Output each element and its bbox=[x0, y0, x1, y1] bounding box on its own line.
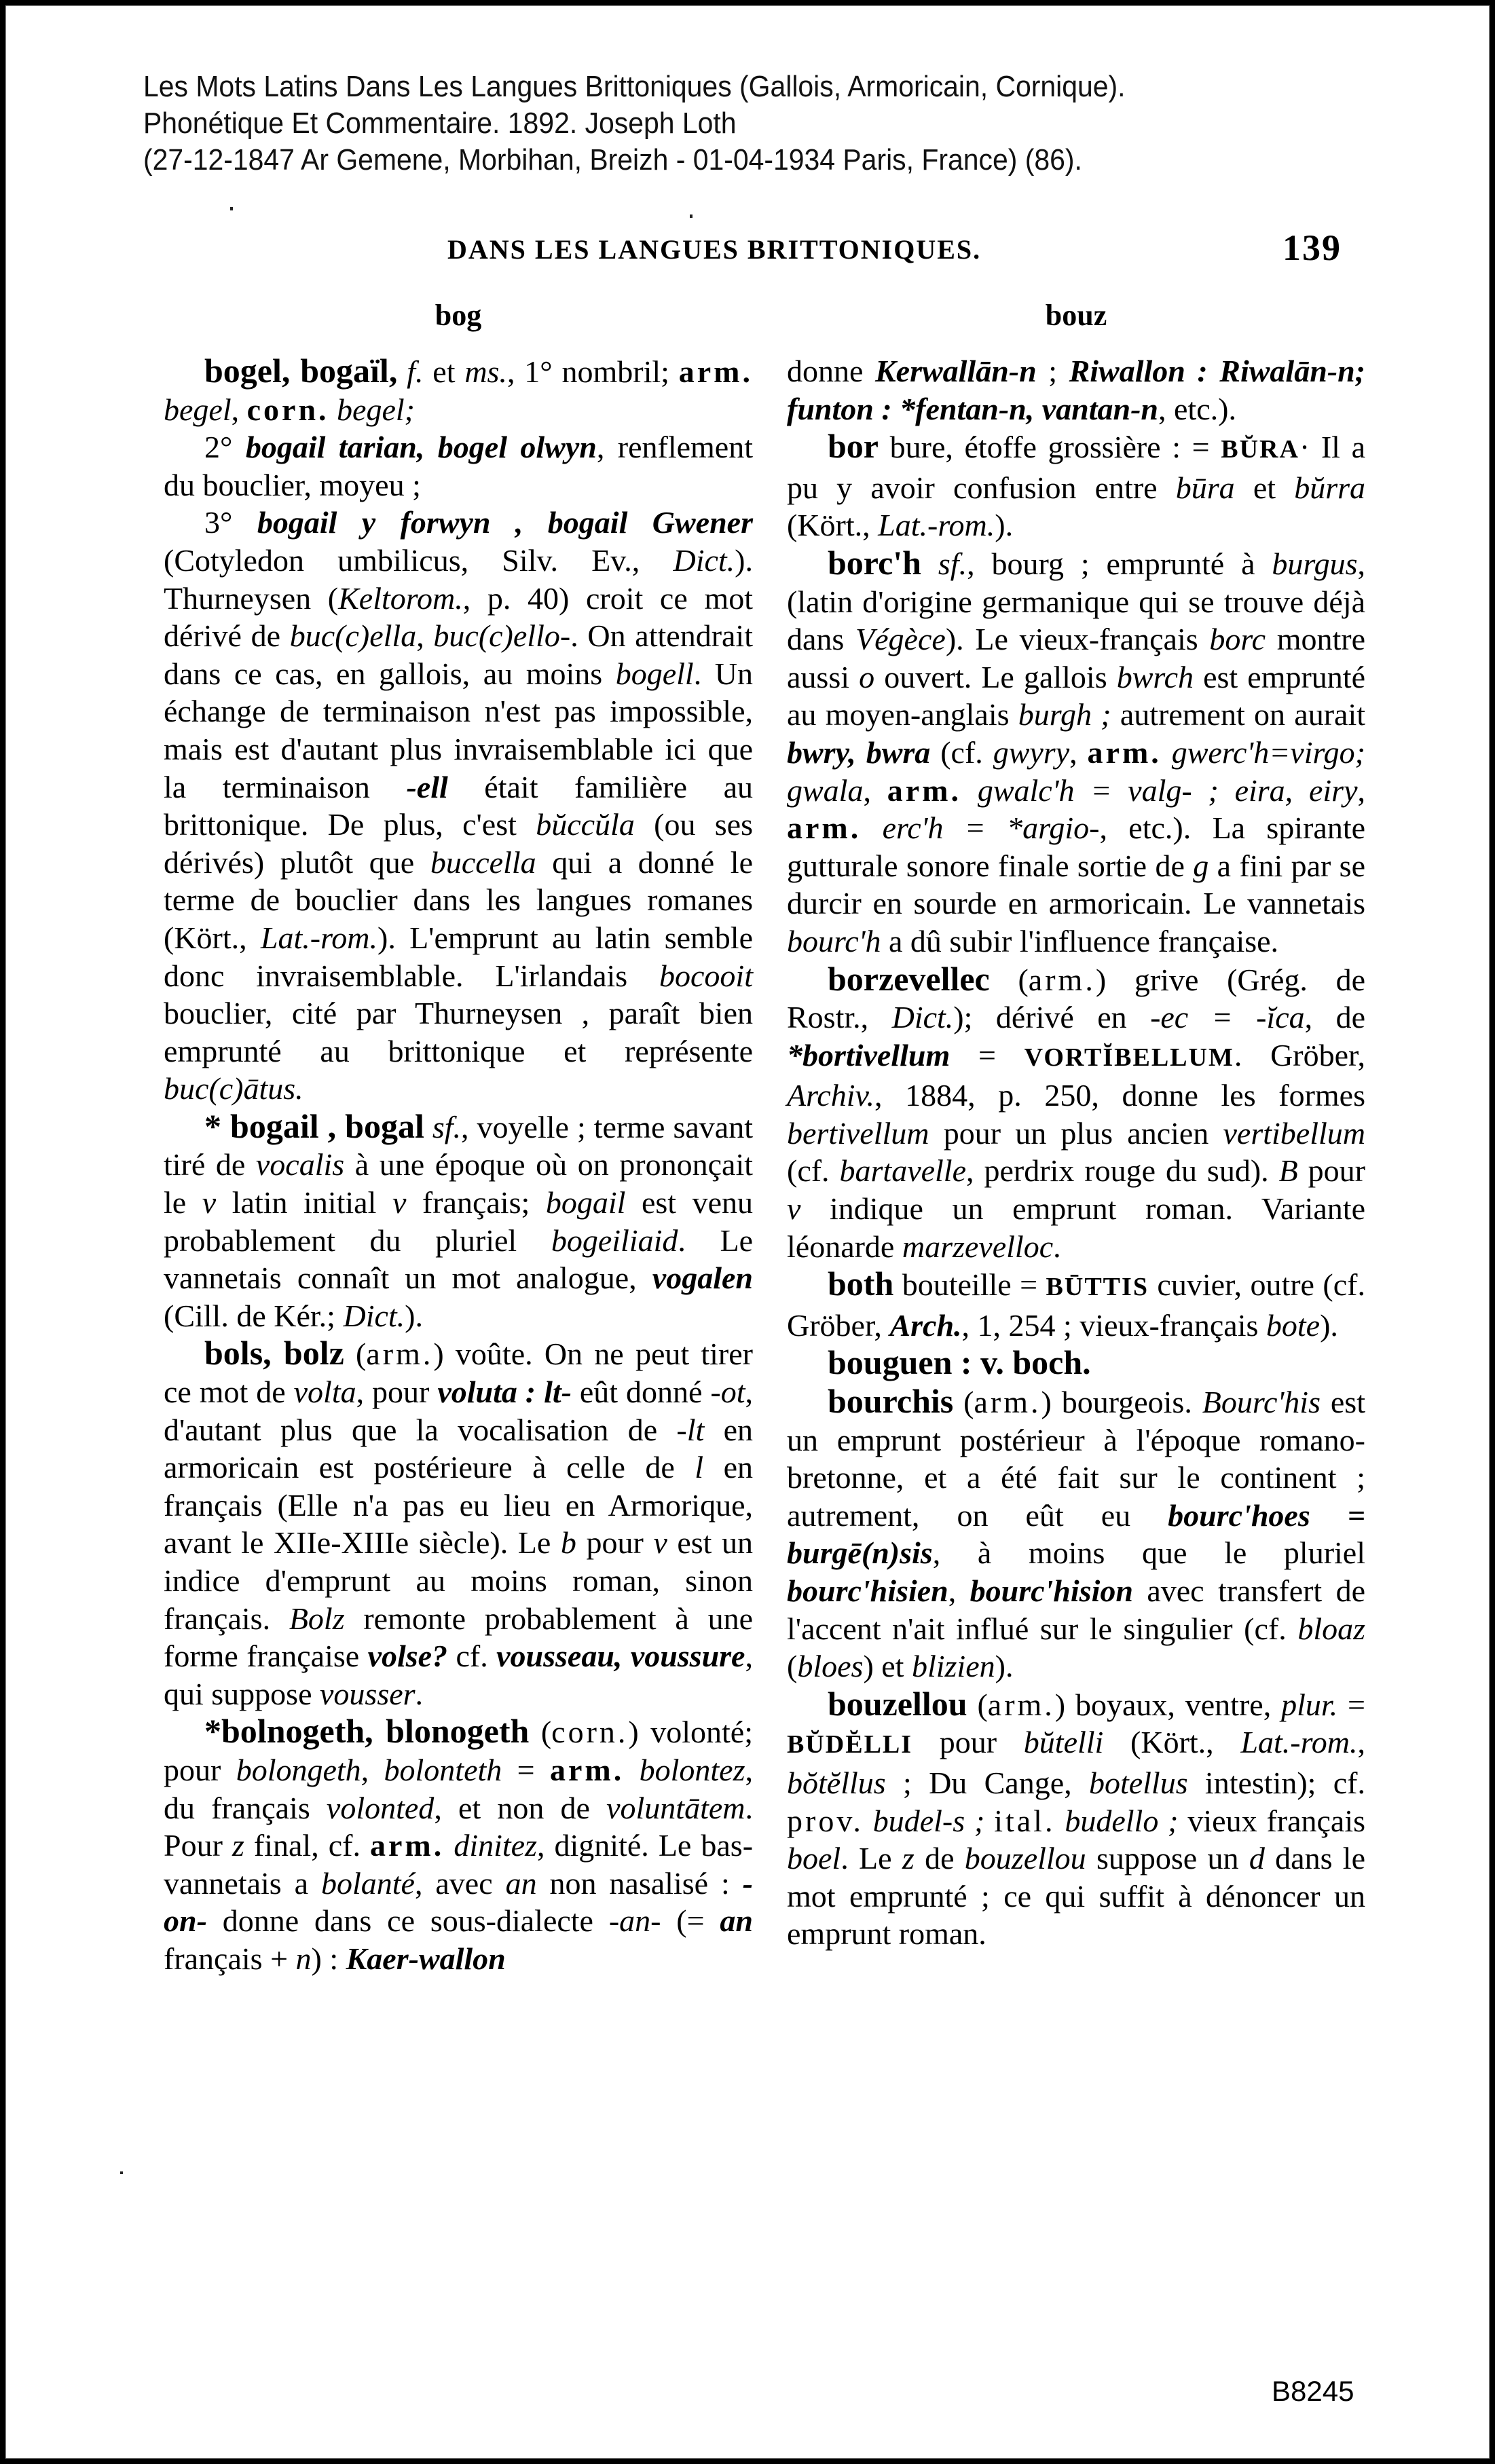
text: à une époque où on prononçait le bbox=[164, 1147, 753, 1220]
text: , voyelle ; terme savant tiré de bbox=[164, 1109, 754, 1182]
lang-abbr: arm. bbox=[549, 1752, 625, 1787]
form: vogalen bbox=[652, 1261, 753, 1296]
text: ). bbox=[1320, 1307, 1338, 1343]
text: , bbox=[948, 1573, 970, 1608]
form: būra bbox=[1175, 470, 1235, 505]
entry-bogail bbox=[164, 1108, 753, 1335]
text: est un emprunt postérieur à l'époque romano-bretonne, et a été fait sur le continent ; autrement, on eût eu bbox=[787, 1385, 1365, 1533]
form: blizien bbox=[911, 1649, 995, 1684]
text: est un indice d'emprunt au moins roman, sinon français. bbox=[164, 1525, 753, 1636]
text: , bbox=[231, 392, 247, 427]
text: ). bbox=[995, 1649, 1014, 1684]
text: ( bbox=[989, 962, 1029, 997]
form: volta bbox=[293, 1375, 356, 1410]
text: ; Du Cange, bbox=[885, 1765, 1089, 1800]
text: . bbox=[1053, 1229, 1061, 1264]
lang-abbr: arm. bbox=[974, 1385, 1041, 1420]
text: , de bbox=[1304, 1000, 1366, 1035]
text: pour bbox=[1297, 1153, 1365, 1189]
form: bwrch bbox=[1116, 659, 1194, 694]
text: ( bbox=[529, 1715, 552, 1750]
form: b bbox=[560, 1525, 576, 1561]
text: intestin); cf. bbox=[1187, 1765, 1366, 1800]
form: voluta : lt- bbox=[437, 1375, 572, 1410]
text: suppose un bbox=[1086, 1841, 1249, 1876]
form: buc(c)ātus. bbox=[164, 1071, 303, 1106]
form: bogeiliaid bbox=[551, 1222, 678, 1258]
text: non nasalisé : bbox=[536, 1865, 743, 1901]
text: (= bbox=[661, 1903, 720, 1939]
bibliographic-header bbox=[143, 69, 1126, 179]
text bbox=[329, 392, 337, 427]
text: , (latin d'origine germanique qui se trouve déjà dans bbox=[787, 546, 1365, 657]
text: , p. 40) croit ce mot dérivé de bbox=[164, 580, 753, 654]
text: était familière au brittonique. De plus, c'est bbox=[164, 769, 753, 842]
text: , bourg ; emprunté à bbox=[967, 546, 1272, 581]
ref: Lat.-rom. bbox=[1240, 1725, 1358, 1760]
form: -lt bbox=[676, 1412, 705, 1447]
entry-borzevellec bbox=[787, 960, 1365, 1266]
form: burgus bbox=[1272, 546, 1358, 581]
form: gwalc'h = valg- ; eira, eiry bbox=[977, 772, 1358, 808]
form: l bbox=[695, 1450, 704, 1485]
form: d bbox=[1249, 1841, 1265, 1876]
ref: Dict. bbox=[891, 1000, 954, 1035]
left-column-guide-word: bog bbox=[435, 299, 482, 332]
form: budel-s ; bbox=[872, 1803, 985, 1838]
form: bourc'hision bbox=[970, 1573, 1133, 1608]
text: , 1884, p. 250, donne les formes bbox=[874, 1078, 1365, 1113]
text: , et non de bbox=[434, 1790, 607, 1825]
entry-bols bbox=[164, 1334, 753, 1713]
form: botellus bbox=[1088, 1765, 1188, 1800]
lang-abbr: arm. bbox=[887, 772, 962, 808]
form: buc(c)ella bbox=[289, 618, 417, 654]
text: ) volonté; pour bbox=[164, 1715, 753, 1787]
text: , bbox=[1069, 734, 1088, 770]
form: bogail y forwyn , bogail Gwener bbox=[257, 505, 753, 540]
ref: Archiv. bbox=[787, 1078, 874, 1113]
form: bocooit bbox=[659, 958, 753, 993]
text: ) voûte. On ne peut tirer ce mot de bbox=[164, 1337, 753, 1410]
form: bourc'hisien bbox=[787, 1573, 948, 1608]
ref: Dict. bbox=[673, 542, 735, 578]
headword: borzevellec bbox=[828, 959, 990, 998]
headword: bourchis bbox=[828, 1382, 954, 1421]
form: -an- bbox=[608, 1903, 661, 1939]
form: budello ; bbox=[1065, 1803, 1179, 1838]
entry-borch bbox=[787, 544, 1365, 960]
entry-both bbox=[787, 1265, 1365, 1344]
latin-etymon: BŬDĔLLI bbox=[787, 1730, 913, 1759]
form: bartavelle bbox=[839, 1153, 967, 1189]
header-line-3: (27-12-1847 Ar Gemene, Morbihan, Breizh - 01-04-1934 Paris, France) (86). bbox=[143, 143, 1082, 176]
text: . bbox=[415, 1676, 424, 1711]
text: , etc.). bbox=[1158, 391, 1236, 426]
form: Bolz bbox=[289, 1601, 345, 1636]
form: vousseau, voussure bbox=[496, 1639, 745, 1674]
entry-bor bbox=[787, 428, 1365, 544]
lang-abbr: arm. bbox=[678, 354, 754, 389]
text: pour bbox=[576, 1525, 654, 1561]
form: -ec = -ĭca bbox=[1150, 1000, 1305, 1035]
entry-bouguen bbox=[787, 1344, 1365, 1383]
form: o bbox=[859, 659, 875, 694]
lang-abbr: arm. bbox=[987, 1687, 1055, 1722]
form: Kerwallān-n bbox=[874, 354, 1037, 388]
form: bogail bbox=[545, 1185, 626, 1220]
latin-etymon: BŪTTIS bbox=[1046, 1273, 1149, 1302]
header-line-1: Les Mots Latins Dans Les Langues Brittoniques (Gallois, Armoricain, Cornique). bbox=[143, 70, 1126, 103]
text: = bbox=[1337, 1687, 1365, 1722]
text: est emprunté au moyen-anglais bbox=[787, 659, 1366, 732]
text: . Gröber, bbox=[1234, 1037, 1365, 1072]
entry-bourchis bbox=[787, 1383, 1365, 1685]
text: ). Thurneysen ( bbox=[164, 542, 753, 616]
text: ). L'emprunt au latin semble donc invraisemblable. L'irlandais bbox=[164, 920, 753, 993]
text: , bbox=[416, 618, 434, 654]
ref: Lat.-rom. bbox=[260, 920, 377, 955]
text: ( bbox=[967, 1687, 988, 1722]
lang-abbr: arm. bbox=[1028, 962, 1096, 997]
text bbox=[444, 1828, 454, 1863]
text: avec transfert de l'accent n'ait influé sur le singulier (cf. bbox=[787, 1573, 1366, 1646]
headword: bols, bolz bbox=[204, 1334, 344, 1373]
form: vertibellum bbox=[1223, 1115, 1365, 1151]
lang-abbr: prov. bbox=[787, 1803, 864, 1838]
text: , qui suppose bbox=[164, 1639, 753, 1711]
text: . On attendrait dans ce cas, en gallois, au moins bbox=[164, 618, 753, 691]
text: ); dérivé en bbox=[953, 1000, 1151, 1035]
running-head-title: DANS LES LANGUES BRITTONIQUES. bbox=[447, 234, 982, 265]
form: volonted bbox=[326, 1790, 435, 1825]
form: bloes bbox=[797, 1649, 864, 1684]
form: bote bbox=[1266, 1307, 1321, 1343]
text: pour bbox=[912, 1725, 1024, 1760]
text: en armoricain est postérieure à celle de bbox=[164, 1412, 754, 1485]
text: final, cf. bbox=[244, 1828, 371, 1863]
text: (cf. bbox=[930, 734, 993, 770]
entry-bogel bbox=[164, 352, 753, 428]
text: , 1° nombril; bbox=[506, 354, 679, 389]
right-column bbox=[787, 352, 1365, 1953]
ref: Keltorom. bbox=[338, 580, 463, 616]
text: , perdrix rouge du sud). bbox=[966, 1153, 1279, 1189]
text: donne dans ce sous-dialecte bbox=[206, 1903, 609, 1939]
form: an bbox=[505, 1865, 537, 1901]
text: ) bourgeois. bbox=[1041, 1385, 1202, 1420]
form: bogell bbox=[615, 656, 694, 691]
text: a dû subir l'influence française. bbox=[881, 923, 1279, 958]
form: burgh ; bbox=[1018, 697, 1111, 732]
form: bŭtelli bbox=[1023, 1725, 1104, 1760]
text: autrement on aurait bbox=[1111, 697, 1366, 732]
call-number: B8245 bbox=[1272, 2375, 1354, 2407]
headword: both bbox=[828, 1265, 894, 1303]
text: ). bbox=[405, 1298, 423, 1333]
form: an bbox=[720, 1903, 754, 1939]
form: buccella bbox=[430, 844, 536, 880]
latin-etymon: VORTĬBELLUM bbox=[1024, 1043, 1234, 1072]
text: (Kört., bbox=[1103, 1725, 1241, 1760]
lang-abbr: corn. bbox=[246, 392, 329, 427]
text: bure, étoffe grossière : = bbox=[879, 430, 1221, 465]
lang-abbr: arm. bbox=[370, 1828, 445, 1863]
text: cf. bbox=[447, 1639, 497, 1674]
form: borc bbox=[1209, 622, 1266, 657]
text: , bbox=[863, 772, 887, 808]
form: bŏtĕllus bbox=[787, 1765, 886, 1800]
text: ( bbox=[953, 1385, 974, 1420]
text: (ou ses dérivés) plutôt que bbox=[164, 807, 753, 880]
text: vieux français bbox=[1178, 1803, 1366, 1838]
form: bŭrra bbox=[1294, 470, 1365, 505]
form: Riwallon : Riwalān-n; funton : *fentan-n, vantan-n bbox=[787, 354, 1365, 426]
text: , du français bbox=[164, 1752, 753, 1825]
headword: * bogail , bogal bbox=[204, 1106, 424, 1145]
lang-abbr: ital. bbox=[994, 1803, 1056, 1838]
text: , d'autant plus que la vocalisation de bbox=[164, 1375, 753, 1447]
text: ) boyaux, ventre, bbox=[1054, 1687, 1282, 1722]
ref: Lat.-rom. bbox=[878, 508, 995, 543]
form: volse? bbox=[367, 1639, 448, 1674]
text: , pour bbox=[356, 1375, 438, 1410]
form: bloaz bbox=[1297, 1611, 1365, 1646]
text: , dignité. Le bas-vannetais a bbox=[164, 1828, 754, 1901]
text: (Cotyledon umbilicus, Silv. Ev., bbox=[164, 542, 673, 578]
text: . Le bbox=[841, 1841, 902, 1876]
text: · Il a pu y avoir confusion entre bbox=[787, 430, 1365, 505]
text: français; bbox=[406, 1185, 546, 1220]
text: de bbox=[914, 1841, 965, 1876]
text: 3° bbox=[204, 505, 257, 540]
text bbox=[1162, 735, 1172, 770]
ref: Dict. bbox=[343, 1298, 405, 1333]
form: bogail tarian, bogel olwyn bbox=[245, 430, 597, 465]
text: remonte probablement à une forme française bbox=[164, 1601, 753, 1674]
form: marzevelloc bbox=[902, 1229, 1054, 1264]
form: buc(c)ello- bbox=[433, 618, 571, 654]
text: latin initial bbox=[216, 1185, 392, 1220]
entry-bolnogeth bbox=[164, 1713, 753, 1977]
text: pour un plus ancien bbox=[929, 1115, 1223, 1151]
headword: bouzellou bbox=[828, 1684, 967, 1723]
text: , bbox=[1357, 772, 1365, 808]
text bbox=[864, 1804, 873, 1838]
form: bolontez bbox=[639, 1752, 745, 1787]
form: bolongeth, bolonteth bbox=[236, 1752, 502, 1787]
form: v bbox=[202, 1185, 217, 1220]
text: est venu probablement du pluriel bbox=[164, 1185, 754, 1258]
text bbox=[624, 1753, 639, 1787]
right-column-guide-word: bouz bbox=[1045, 299, 1107, 332]
headword: bogel, bogaïl, bbox=[204, 352, 398, 390]
entry-bouzellou bbox=[787, 1685, 1365, 1953]
text: (cf. bbox=[787, 1153, 840, 1189]
headword: borc'h bbox=[828, 543, 921, 582]
text bbox=[1055, 1804, 1065, 1838]
lang-abbr: corn. bbox=[551, 1715, 629, 1750]
latin-etymon: BŬRA bbox=[1221, 435, 1299, 464]
lang-abbr: arm. bbox=[787, 810, 862, 846]
entry-bogel-sense-3 bbox=[164, 504, 753, 1108]
ref: Végèce bbox=[855, 622, 946, 657]
form: v bbox=[653, 1525, 667, 1561]
text: ouvert. Le gallois bbox=[874, 659, 1117, 694]
form: *bortivellum bbox=[787, 1037, 950, 1072]
ref: Arch. bbox=[889, 1307, 962, 1343]
entry-bogel-sense-2 bbox=[164, 428, 753, 504]
headword: *bolnogeth, blonogeth bbox=[204, 1712, 530, 1751]
text: eût donné bbox=[571, 1375, 711, 1410]
form: Bourc'his bbox=[1202, 1385, 1321, 1420]
scan-speck bbox=[120, 2171, 123, 2174]
scanned-page bbox=[5, 5, 1490, 2459]
form: bwry, bwra bbox=[787, 734, 931, 770]
form: begel bbox=[164, 392, 232, 427]
headword: bor bbox=[828, 427, 879, 466]
form: gwerc'h=virgo; gwala bbox=[787, 734, 1366, 808]
form: voluntātem bbox=[606, 1790, 745, 1825]
text: , renflement du bouclier, moyeu ; bbox=[164, 430, 754, 502]
text: ) et bbox=[863, 1649, 912, 1684]
abbr: plur. bbox=[1281, 1687, 1338, 1722]
form: bourc'h bbox=[787, 923, 881, 958]
form: erc'h = *argio- bbox=[882, 810, 1100, 846]
text: , bbox=[1357, 1725, 1365, 1760]
text: ( bbox=[344, 1337, 367, 1372]
text: en français (Elle n'a pas eu lieu en Armorique, avant le XIIe-XIIIe siècle). Le bbox=[164, 1450, 753, 1561]
text: ). bbox=[995, 508, 1014, 543]
form: boel bbox=[787, 1841, 841, 1876]
form: vocalis bbox=[255, 1147, 345, 1182]
text: . Le vannetais connaît un mot analogue, bbox=[164, 1222, 753, 1296]
form: dinitez bbox=[454, 1828, 537, 1863]
abbr: f. bbox=[397, 354, 424, 389]
form: bourc'hoes = burgē(n)sis bbox=[787, 1497, 1366, 1571]
text: et bbox=[1234, 470, 1295, 505]
text: et bbox=[423, 354, 465, 389]
text: , avec bbox=[414, 1865, 506, 1901]
text bbox=[861, 810, 882, 845]
form: bertivellum bbox=[787, 1115, 929, 1151]
text: ) : bbox=[311, 1941, 346, 1976]
scan-speck bbox=[690, 214, 693, 218]
form: z bbox=[902, 1841, 915, 1876]
text: qui a donné le terme de bouclier dans les langues romanes (Kört., bbox=[164, 844, 753, 955]
form: z bbox=[232, 1828, 244, 1863]
text: français + bbox=[164, 1941, 296, 1976]
form: begel; bbox=[337, 392, 415, 427]
text bbox=[984, 1804, 994, 1838]
form: v bbox=[392, 1185, 407, 1220]
abbr: sf. bbox=[424, 1109, 462, 1144]
form: bolanté bbox=[320, 1865, 415, 1901]
left-column bbox=[164, 352, 753, 1978]
abbr: ms. bbox=[464, 354, 507, 389]
text: 2° bbox=[204, 430, 246, 465]
form: n bbox=[295, 1941, 312, 1976]
text: , 1, 254 ; vieux-français bbox=[961, 1307, 1266, 1343]
text: ; bbox=[1036, 354, 1069, 388]
lang-abbr: arm. bbox=[1087, 734, 1162, 770]
text: dans le mot emprunté ; ce qui suffit à dénoncer un emprunt roman. bbox=[787, 1841, 1365, 1952]
text bbox=[961, 773, 978, 808]
text: bouteille = bbox=[893, 1267, 1046, 1303]
form: g bbox=[1193, 848, 1209, 883]
text: montre aussi bbox=[787, 622, 1366, 694]
header-line-2: Phonétique Et Commentaire. 1892. Joseph Loth bbox=[143, 107, 737, 140]
text: ). Le vieux-français bbox=[945, 622, 1210, 657]
entry-bolnogeth-continued bbox=[787, 352, 1365, 428]
text: (Kört., bbox=[787, 508, 879, 543]
page-number: 139 bbox=[1282, 227, 1342, 268]
form: vousser bbox=[320, 1676, 416, 1711]
form: gwyry bbox=[993, 734, 1070, 770]
form: B bbox=[1278, 1153, 1298, 1189]
text: . Pour bbox=[164, 1790, 753, 1863]
form: bouzellou bbox=[964, 1841, 1086, 1876]
text: a fini par se durcir en sourde en armoricain. Le vannetais bbox=[787, 848, 1365, 921]
text: bouclier, cité par Thurneysen , paraît bien emprunté au brittonique et représente bbox=[164, 996, 753, 1068]
text: indique un emprunt roman. Variante léonarde bbox=[787, 1191, 1365, 1264]
text: = bbox=[950, 1037, 1025, 1072]
form: -ell bbox=[406, 769, 448, 804]
form: -on- bbox=[164, 1865, 753, 1939]
text: = bbox=[502, 1752, 550, 1787]
form: Kaer-wallon bbox=[346, 1941, 506, 1976]
form: bŭccŭla bbox=[536, 807, 635, 842]
form: -ot bbox=[710, 1375, 745, 1410]
text: (Cill. de Kér.; bbox=[164, 1298, 344, 1333]
text: , à moins que le pluriel bbox=[932, 1535, 1365, 1571]
text: donne bbox=[787, 354, 875, 388]
text: cuvier, outre (cf. Gröber, bbox=[787, 1267, 1365, 1343]
text: , etc.). La spirante gutturale sonore finale sortie de bbox=[787, 810, 1366, 883]
text: ( bbox=[787, 1649, 798, 1684]
text: ) grive (Grég. de Rostr., bbox=[787, 962, 1365, 1035]
text: . Un échange de terminaison n'est pas impossible, mais est d'autant plus invraisemblable ici que la terminaison bbox=[164, 656, 753, 804]
form: v bbox=[787, 1191, 801, 1227]
scan-speck bbox=[230, 207, 233, 210]
headword: bouguen : v. boch. bbox=[828, 1343, 1091, 1382]
lang-abbr: arm. bbox=[366, 1337, 434, 1372]
abbr: sf. bbox=[921, 546, 967, 581]
